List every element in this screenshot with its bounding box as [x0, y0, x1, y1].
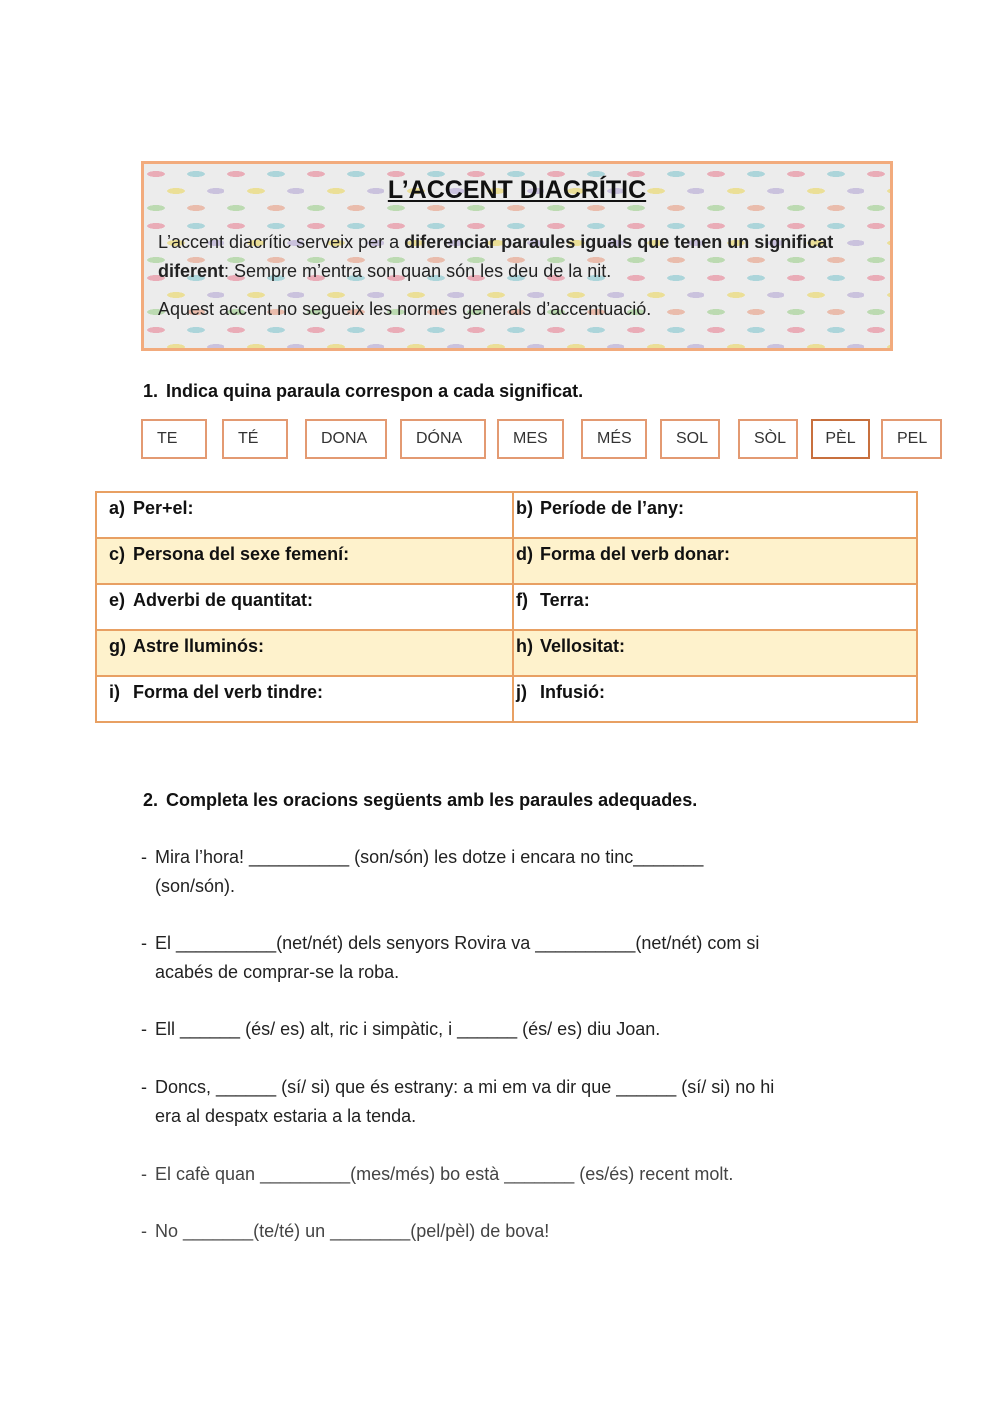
section2-heading-text: Completa les oracions següents amb les paraules adequades. — [166, 790, 698, 810]
bullet-dash: - — [141, 933, 147, 953]
definition-text-start: L’accent diacrític serveix per a — [158, 232, 405, 252]
sentence-line: (son/són). — [155, 876, 236, 896]
word-box-mes-accent: MÉS — [581, 419, 647, 459]
word-box-dona-accent: DÓNA — [400, 419, 486, 459]
definition-text: Terra: — [540, 590, 590, 610]
sentence-line: Mira l’hora! __________ (son/són) les dotze i encara no tinc_______ — [155, 847, 704, 867]
definition-letter: g) — [109, 636, 126, 656]
section1-heading — [143, 381, 583, 402]
exercise-sentence — [141, 1073, 841, 1131]
definition-letter: b) — [516, 498, 533, 518]
definition-letter: e) — [109, 590, 126, 610]
sentence-line: El cafè quan _________(mes/més) bo està _______ (es/és) recent molt. — [155, 1164, 734, 1184]
definition-letter: c) — [109, 544, 126, 564]
definition-cell — [96, 538, 513, 584]
definition-letter: j) — [516, 682, 527, 702]
bullet-dash: - — [141, 1221, 147, 1241]
table-row — [96, 630, 917, 676]
word-box-mes: MES — [497, 419, 564, 459]
exercise-sentence — [141, 843, 841, 901]
bullet-dash: - — [141, 1019, 147, 1039]
definition-cell — [513, 538, 917, 584]
word-box-te-accent: TÉ — [222, 419, 288, 459]
definition-text: Persona del sexe femení: — [133, 544, 350, 564]
definition-text-bold: diferenciar paraules iguals que tenen un significat diferent — [158, 232, 834, 281]
definition-cell — [96, 630, 513, 676]
definition-cell — [96, 492, 513, 538]
word-box-pel: PEL — [881, 419, 942, 459]
definition-cell — [513, 676, 917, 722]
definition-cell — [513, 630, 917, 676]
bullet-dash: - — [141, 847, 147, 867]
definition-cell — [96, 676, 513, 722]
exercise-sentence — [141, 1160, 841, 1189]
definition-letter: f) — [516, 590, 528, 610]
definition-letter: h) — [516, 636, 533, 656]
rule-paragraph: Aquest accent no segueix les normes generals d’accentuació. — [158, 299, 652, 319]
definition-text: Període de l’any: — [540, 498, 685, 518]
section2-heading — [143, 790, 697, 811]
section1-heading-text: Indica quina paraula correspon a cada significat. — [166, 381, 584, 401]
sentence-line: El __________(net/nét) dels senyors Rovira va __________(net/nét) com si — [155, 933, 760, 953]
word-box-sol: SOL — [660, 419, 720, 459]
bullet-dash: - — [141, 1077, 147, 1097]
section1-number: 1. — [143, 381, 159, 401]
section2-number: 2. — [143, 790, 159, 810]
definition-text: Infusió: — [540, 682, 605, 702]
definition-cell — [513, 492, 917, 538]
sentence-line: Doncs, ______ (sí/ si) que és estrany: a mi em va dir que ______ (sí/ si) no hi — [155, 1077, 775, 1097]
word-box-te: TE — [141, 419, 207, 459]
exercise-sentence — [141, 1217, 841, 1246]
sentence-line: Ell ______ (és/ es) alt, ric i simpàtic, i ______ (és/ es) diu Joan. — [155, 1019, 661, 1039]
exercise-sentence — [141, 1015, 841, 1044]
definition-letter: a) — [109, 498, 126, 518]
word-box-dona: DONA — [305, 419, 387, 459]
definition-text: Forma del verb donar: — [540, 544, 731, 564]
definition-letter: d) — [516, 544, 533, 564]
table-row — [96, 492, 917, 538]
word-box-pel-accent: PÈL — [811, 419, 870, 459]
definition-cell — [96, 584, 513, 630]
definitions-table — [95, 491, 918, 723]
sentence-line: acabés de comprar-se la roba. — [155, 962, 400, 982]
definition-paragraph — [158, 228, 876, 286]
header-box — [141, 161, 893, 351]
definition-text: Vellositat: — [540, 636, 626, 656]
table-row — [96, 584, 917, 630]
word-box-sol-accent: SÒL — [738, 419, 798, 459]
exercise-sentence — [141, 929, 841, 987]
table-row — [96, 676, 917, 722]
definition-text: Astre lluminós: — [133, 636, 265, 656]
table-row — [96, 538, 917, 584]
page-title: L’ACCENT DIACRÍTIC — [387, 176, 647, 204]
definition-text: Adverbi de quantitat: — [133, 590, 314, 610]
definition-cell — [513, 584, 917, 630]
definition-text: Forma del verb tindre: — [133, 682, 324, 702]
sentence-line: No _______(te/té) un ________(pel/pèl) de bova! — [155, 1221, 550, 1241]
definition-text: Per+el: — [133, 498, 194, 518]
bullet-dash: - — [141, 1164, 147, 1184]
definition-text-example: : Sempre m’entra son quan són les deu de la nit. — [224, 261, 612, 281]
definition-letter: i) — [109, 682, 120, 702]
sentence-line: era al despatx estaria a la tenda. — [155, 1106, 417, 1126]
